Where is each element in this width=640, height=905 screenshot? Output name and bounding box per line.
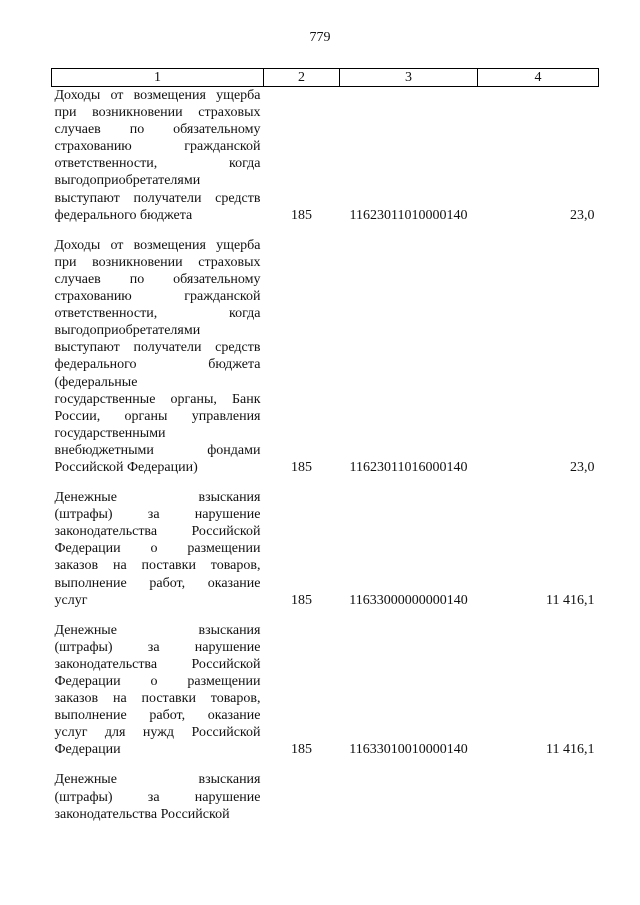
row-amount: 11 416,1 xyxy=(546,742,595,758)
header-col-4: 4 xyxy=(478,69,599,87)
row-name-line: ответственности, когда xyxy=(54,306,261,322)
row-name-line: (штрафы) за нарушение xyxy=(54,507,261,523)
table-row xyxy=(52,87,599,224)
row-name-line: (штрафы) за нарушение xyxy=(54,789,261,805)
row-spacer xyxy=(52,758,599,771)
row-amount: 23,0 xyxy=(570,207,595,223)
row-name-line: законодательства Российской xyxy=(54,656,261,672)
row-name-line: внебюджетными фондами xyxy=(54,442,261,458)
row-name-line: законодательства Российской xyxy=(54,524,261,540)
row-name-line: заказов на поставки товаров, xyxy=(54,558,261,574)
row-name-line: выполнение работ, оказание xyxy=(54,708,261,724)
row-admin-code: 185 xyxy=(291,207,312,223)
row-budget-code: 11633010010000140 xyxy=(349,742,468,758)
row-name-line: федерального бюджета xyxy=(54,207,193,223)
row-name-cell xyxy=(52,87,264,224)
row-spacer xyxy=(52,609,599,622)
row-budget-code: 11623011016000140 xyxy=(349,459,468,475)
row-name-line: выгодоприобретателями xyxy=(54,173,201,189)
row-name-line: Федерации о размещении xyxy=(54,541,261,557)
row-name-line: Доходы от возмещения ущерба xyxy=(54,88,261,103)
table-row xyxy=(52,771,599,822)
row-name-line: федерального бюджета xyxy=(54,357,261,373)
row-name-line: выгодоприобретателями xyxy=(54,323,201,339)
row-name-line: выступают получатели средств xyxy=(54,340,261,356)
row-budget-code: 11633000000000140 xyxy=(349,592,468,608)
row-spacer-cell xyxy=(52,476,599,489)
row-name-line: Денежные взыскания xyxy=(54,622,261,638)
row-name-cell xyxy=(52,237,264,476)
row-name-line: выполнение работ, оказание xyxy=(54,575,261,591)
row-name-cell xyxy=(52,771,264,822)
table-row xyxy=(52,237,599,476)
row-amount: 11 416,1 xyxy=(546,592,595,608)
row-spacer xyxy=(52,476,599,489)
row-name-line: случаев по обязательному xyxy=(54,271,261,287)
row-admin-code: 185 xyxy=(291,742,312,758)
table-row xyxy=(52,489,599,609)
row-name-line: Российской Федерации) xyxy=(54,459,198,475)
row-name-line: Денежные взыскания xyxy=(54,490,261,506)
row-name-line: государственные органы, Банк xyxy=(54,391,261,407)
row-name-line: (федеральные xyxy=(54,374,138,390)
row-name-line: страхованию гражданской xyxy=(54,289,261,305)
row-name-line: услуг xyxy=(54,592,88,608)
row-name-line: Федерации о размещении xyxy=(54,674,261,689)
header-col-2: 2 xyxy=(264,69,340,87)
row-name-line: законодательства Российской xyxy=(54,806,230,822)
row-amount xyxy=(478,771,599,822)
budget-table xyxy=(51,68,599,823)
row-name-cell xyxy=(52,489,264,609)
header-col-1: 1 xyxy=(52,69,264,87)
row-name-cell xyxy=(52,622,264,759)
page-number: 779 xyxy=(309,30,331,45)
row-name-line: Федерации xyxy=(54,742,121,758)
row-name-line: Денежные взыскания xyxy=(54,772,261,788)
row-admin-code: 185 xyxy=(291,459,312,475)
row-spacer-cell xyxy=(52,609,599,622)
row-spacer-cell xyxy=(52,758,599,771)
row-name-line: государственными xyxy=(54,425,166,441)
row-name-line: Доходы от возмещения ущерба xyxy=(54,237,261,253)
row-admin-code: 185 xyxy=(291,592,312,608)
table-row xyxy=(52,622,599,759)
row-name-line: при возникновении страховых xyxy=(54,254,261,270)
row-name-line: России, органы управления xyxy=(54,408,261,424)
row-budget-code xyxy=(340,771,478,822)
row-name-line: заказов на поставки товаров, xyxy=(54,691,261,707)
row-name-line: при возникновении страховых xyxy=(54,105,261,121)
row-name-line: выступают получатели средств xyxy=(54,190,261,206)
row-admin-code xyxy=(264,771,340,822)
table-body xyxy=(52,87,599,823)
row-spacer-cell xyxy=(52,224,599,237)
row-budget-code: 11623011010000140 xyxy=(349,207,468,223)
header-row xyxy=(52,69,599,87)
row-name-line: ответственности, когда xyxy=(54,156,261,172)
row-name-line: страхованию гражданской xyxy=(54,139,261,155)
row-name-line: случаев по обязательному xyxy=(54,122,261,138)
row-name-line: услуг для нужд Российской xyxy=(54,725,261,741)
header-col-3: 3 xyxy=(340,69,478,87)
row-spacer xyxy=(52,224,599,237)
row-amount: 23,0 xyxy=(570,459,595,475)
row-name-line: (штрафы) за нарушение xyxy=(54,639,261,655)
